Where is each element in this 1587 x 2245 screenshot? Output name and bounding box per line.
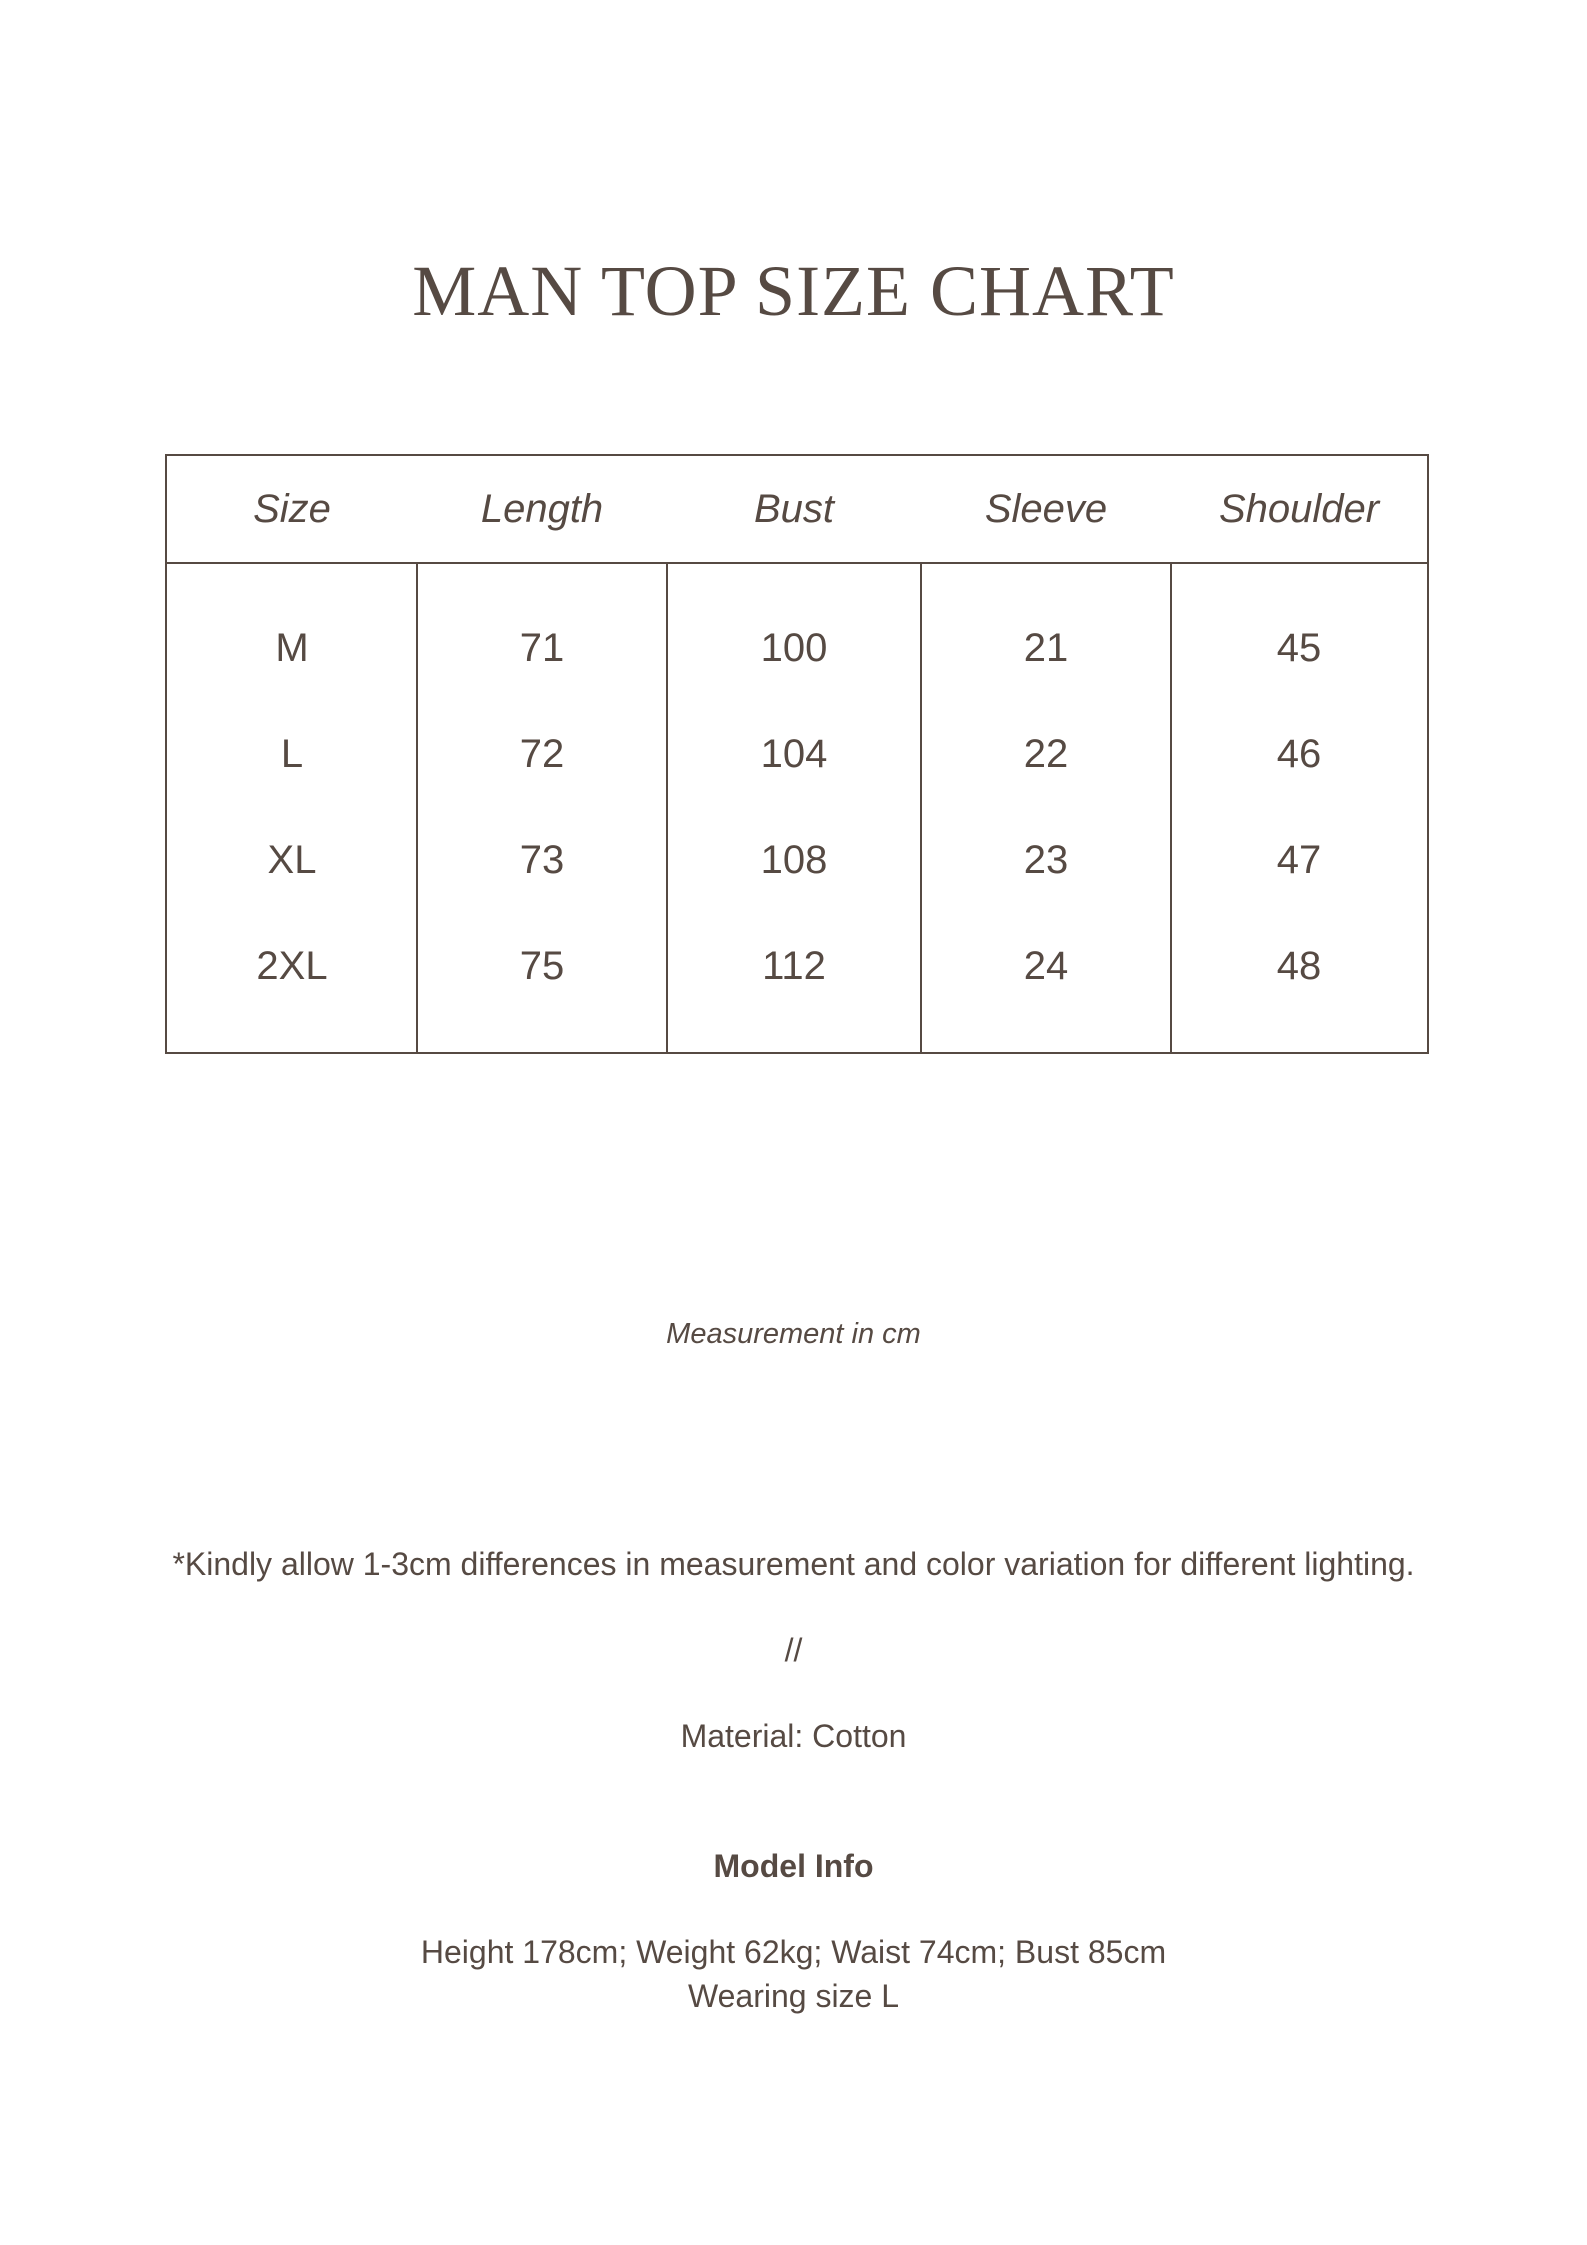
size-chart-table <box>165 454 1429 1054</box>
cell-shoulder: 46 <box>1276 732 1322 776</box>
cell-sleeve: 24 <box>1023 944 1069 988</box>
cell-shoulder: 48 <box>1276 944 1322 988</box>
cell-sleeve: 22 <box>1023 732 1069 776</box>
page-title: MAN TOP SIZE CHART <box>412 251 1175 331</box>
cell-sleeve: 21 <box>1023 626 1069 670</box>
cell-sleeve: 23 <box>1023 838 1069 882</box>
cell-bust: 108 <box>760 838 828 882</box>
cell-length: 73 <box>519 838 565 882</box>
cell-shoulder: 45 <box>1276 626 1322 670</box>
measurement-unit-note: Measurement in cm <box>666 1318 921 1350</box>
cell-length: 75 <box>519 944 565 988</box>
table-header-row <box>167 456 1427 564</box>
material-text: Material: Cotton <box>680 1718 907 1754</box>
model-info-heading: Model Info <box>713 1848 874 1884</box>
cell-bust: 112 <box>762 944 826 988</box>
header-length: Length <box>480 487 604 531</box>
cell-size: XL <box>267 838 317 882</box>
cell-shoulder: 47 <box>1276 838 1322 882</box>
cell-bust: 104 <box>760 732 828 776</box>
header-sleeve: Sleeve <box>984 487 1108 531</box>
cell-bust: 100 <box>760 626 828 670</box>
cell-length: 71 <box>519 626 565 670</box>
model-stats: Height 178cm; Weight 62kg; Waist 74cm; Bust 85cm <box>420 1934 1167 1970</box>
cell-size: M <box>275 626 309 670</box>
separator-text: // <box>784 1632 803 1668</box>
disclaimer-text: *Kindly allow 1-3cm differences in measurement and color variation for different lighting. <box>172 1546 1415 1582</box>
header-size: Size <box>253 487 331 531</box>
cell-size: 2XL <box>256 944 328 988</box>
header-shoulder: Shoulder <box>1218 487 1380 531</box>
header-bust: Bust <box>753 487 835 531</box>
cell-size: L <box>280 732 304 776</box>
model-wearing-size: Wearing size L <box>687 1978 900 2014</box>
cell-length: 72 <box>519 732 565 776</box>
